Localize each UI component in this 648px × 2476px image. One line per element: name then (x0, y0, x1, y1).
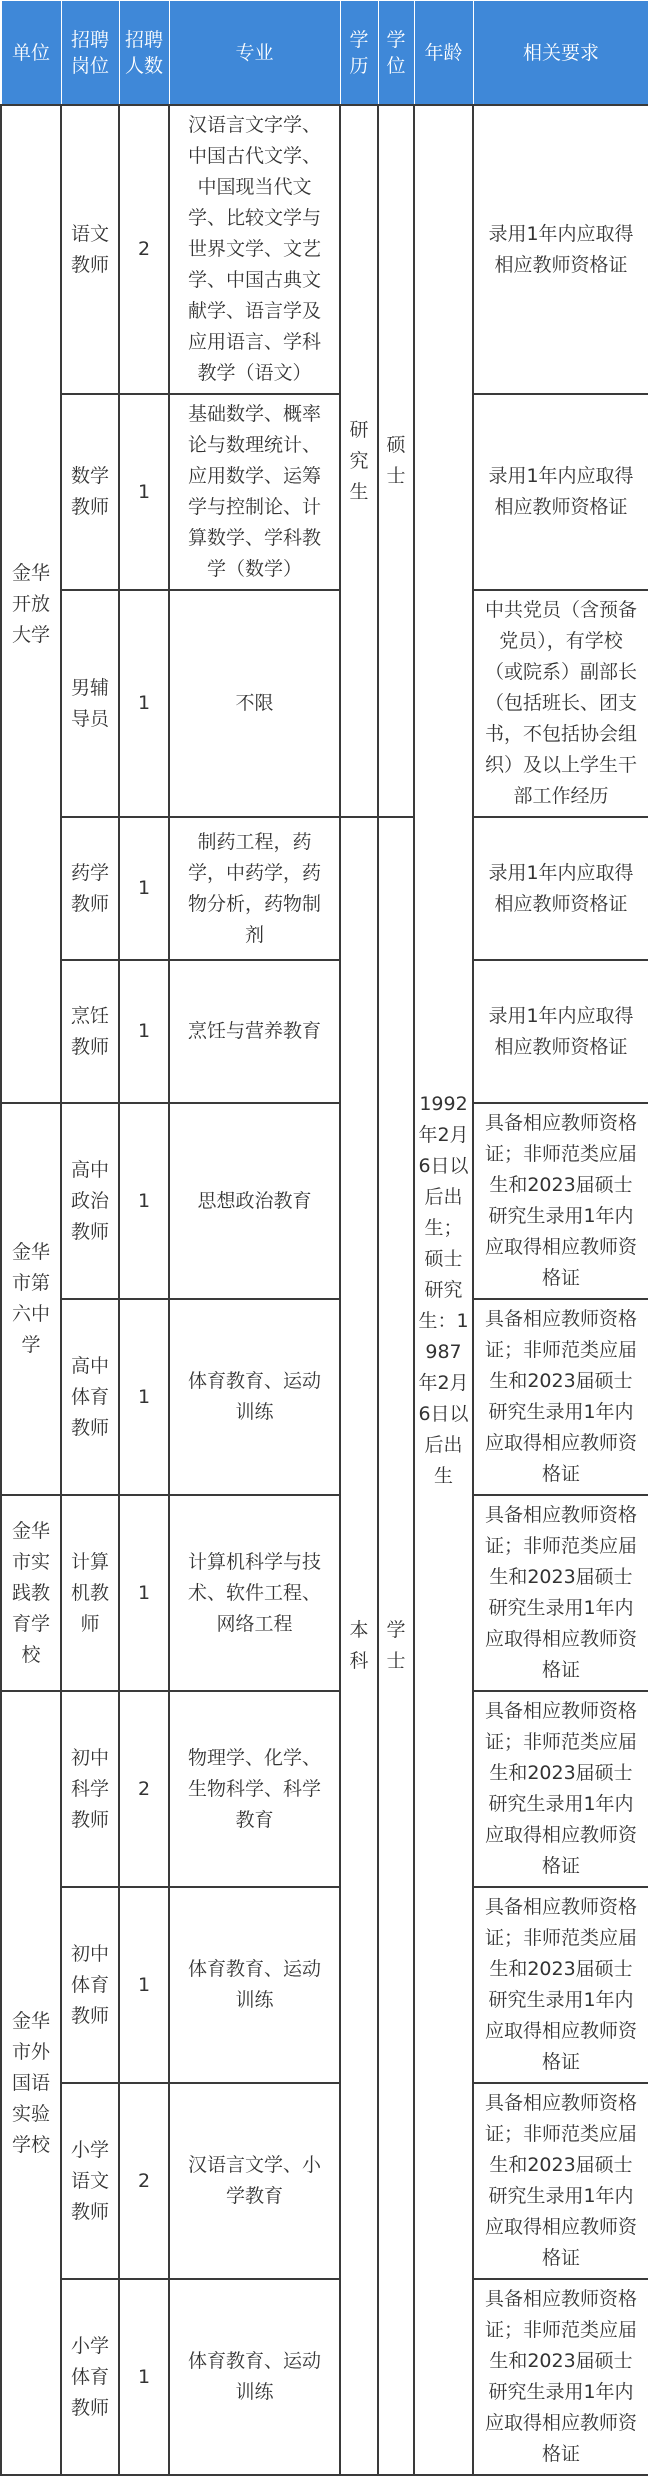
major-cell: 基础数学、概率论与数理统计、应用数学、运筹学与控制论、计算数学、学科教学（数学） (169, 394, 340, 590)
education-cell: 研究生 (340, 105, 378, 817)
requirements-cell: 录用1年内应取得相应教师资格证 (473, 105, 648, 394)
header-row (1, 1, 648, 106)
table-row (1, 960, 648, 1103)
header-count: 招聘人数 (119, 1, 169, 106)
table-row (1, 1887, 648, 2083)
header-unit: 单位 (1, 1, 61, 106)
position-cell: 计算机教师 (61, 1495, 119, 1691)
count-cell: 1 (119, 1299, 169, 1495)
position-cell: 男辅导员 (61, 590, 119, 817)
position-cell: 数学教师 (61, 394, 119, 590)
count-cell: 1 (119, 590, 169, 817)
major-cell: 汉语言文学、小学教育 (169, 2083, 340, 2279)
header-requirements: 相关要求 (473, 1, 648, 106)
table-row (1, 1299, 648, 1495)
header-position: 招聘岗位 (61, 1, 119, 106)
table-row (1, 2083, 648, 2279)
count-cell: 1 (119, 394, 169, 590)
header-major: 专业 (169, 1, 340, 106)
major-cell: 体育教育、运动训练 (169, 1299, 340, 1495)
table-row (1, 1495, 648, 1691)
degree-cell: 学士 (378, 817, 414, 2475)
count-cell: 2 (119, 2083, 169, 2279)
requirements-cell: 具备相应教师资格证；非师范类应届生和2023届硕士研究生录用1年内应取得相应教师资格证 (473, 2083, 648, 2279)
requirements-cell: 录用1年内应取得相应教师资格证 (473, 960, 648, 1103)
count-cell: 1 (119, 1103, 169, 1299)
header-age: 年龄 (414, 1, 473, 106)
count-cell: 1 (119, 960, 169, 1103)
position-cell: 高中体育教师 (61, 1299, 119, 1495)
unit-cell: 金华市外国语实验学校 (1, 1691, 61, 2475)
unit-cell: 金华市第六中学 (1, 1103, 61, 1495)
table-row (1, 1103, 648, 1299)
table-row (1, 1691, 648, 1887)
header-education: 学历 (340, 1, 378, 106)
table-row (1, 590, 648, 817)
table-row (1, 105, 648, 394)
table-row (1, 817, 648, 960)
unit-cell: 金华开放大学 (1, 105, 61, 1103)
major-cell: 烹饪与营养教育 (169, 960, 340, 1103)
requirements-cell: 录用1年内应取得相应教师资格证 (473, 817, 648, 960)
major-cell: 体育教育、运动训练 (169, 2279, 340, 2475)
degree-cell: 硕士 (378, 105, 414, 817)
major-cell: 计算机科学与技术、软件工程、网络工程 (169, 1495, 340, 1691)
requirements-cell: 具备相应教师资格证；非师范类应届生和2023届硕士研究生录用1年内应取得相应教师资格证 (473, 1103, 648, 1299)
header-degree: 学位 (378, 1, 414, 106)
requirements-cell: 录用1年内应取得相应教师资格证 (473, 394, 648, 590)
count-cell: 2 (119, 105, 169, 394)
position-cell: 语文教师 (61, 105, 119, 394)
age-cell: 1992年2月6日以后出生；硕士研究生：1987年2月6日以后出生 (414, 105, 473, 2475)
table-row (1, 2279, 648, 2475)
position-cell: 高中政治教师 (61, 1103, 119, 1299)
position-cell: 初中体育教师 (61, 1887, 119, 2083)
requirements-cell: 具备相应教师资格证；非师范类应届生和2023届硕士研究生录用1年内应取得相应教师资格证 (473, 1887, 648, 2083)
table-row (1, 394, 648, 590)
requirements-cell: 具备相应教师资格证；非师范类应届生和2023届硕士研究生录用1年内应取得相应教师资格证 (473, 2279, 648, 2475)
position-cell: 小学语文教师 (61, 2083, 119, 2279)
unit-cell: 金华市实践教育学校 (1, 1495, 61, 1691)
requirements-cell: 中共党员（含预备党员），有学校（或院系）副部长（包括班长、团支书，不包括协会组织）及以上学生干部工作经历 (473, 590, 648, 817)
position-cell: 小学体育教师 (61, 2279, 119, 2475)
major-cell: 思想政治教育 (169, 1103, 340, 1299)
requirements-cell: 具备相应教师资格证；非师范类应届生和2023届硕士研究生录用1年内应取得相应教师资格证 (473, 1299, 648, 1495)
count-cell: 1 (119, 2279, 169, 2475)
requirements-cell: 具备相应教师资格证；非师范类应届生和2023届硕士研究生录用1年内应取得相应教师资格证 (473, 1691, 648, 1887)
major-cell: 不限 (169, 590, 340, 817)
requirements-cell: 具备相应教师资格证；非师范类应届生和2023届硕士研究生录用1年内应取得相应教师资格证 (473, 1495, 648, 1691)
position-cell: 烹饪教师 (61, 960, 119, 1103)
count-cell: 1 (119, 1495, 169, 1691)
count-cell: 1 (119, 1887, 169, 2083)
major-cell: 制药工程，药学，中药学，药物分析，药物制剂 (169, 817, 340, 960)
major-cell: 物理学、化学、生物科学、科学教育 (169, 1691, 340, 1887)
count-cell: 1 (119, 817, 169, 960)
major-cell: 体育教育、运动训练 (169, 1887, 340, 2083)
count-cell: 2 (119, 1691, 169, 1887)
major-cell: 汉语言文字学、中国古代文学、中国现当代文学、比较文学与世界文学、文艺学、中国古典文献学、语言学及应用语言、学科教学（语文） (169, 105, 340, 394)
position-cell: 初中科学教师 (61, 1691, 119, 1887)
position-cell: 药学教师 (61, 817, 119, 960)
education-cell: 本科 (340, 817, 378, 2475)
